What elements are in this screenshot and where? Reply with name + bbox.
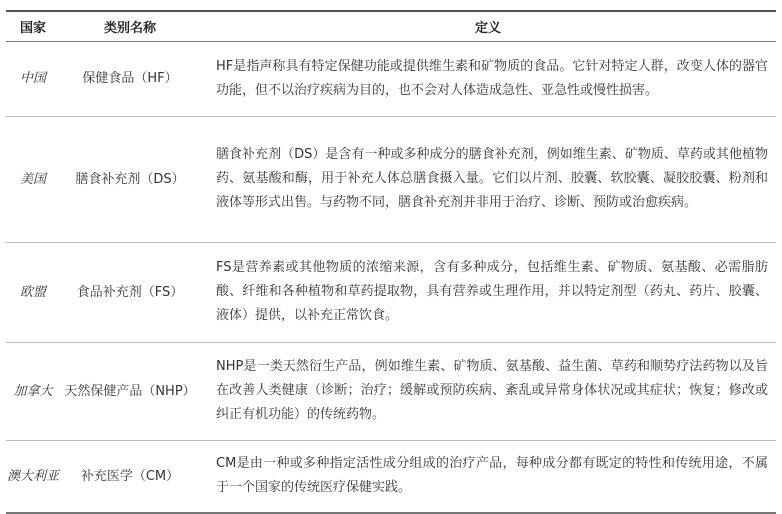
category-cell: 保健食品（HF） [82,71,178,86]
category-cell: 食品补充剂（FS） [76,284,184,300]
country-cell: 加拿大 [13,383,53,399]
table-row [6,343,776,441]
table-body [6,42,776,514]
definitions-table [6,10,776,514]
category-cell: 膳食补充剂（DS） [75,171,185,187]
header-country: 国家 [19,21,46,36]
table-row [6,441,776,514]
definition-cell: NHP是一类天然衍生产品，例如维生素、矿物质、氨基酸、益生菌、草药和顺势疗法药物以及旨在改善人类健康（诊断；治疗；缓解或预防疾病、紊乱或异常身体状况或其症状；恢复；修改或纠正有机功能）的传统药物。 [216,359,768,422]
table-row [6,117,776,243]
header-row [6,11,776,42]
definition-cell: 膳食补充剂（DS）是含有一种或多种成分的膳食补充剂，例如维生素、矿物质、草药或其他植物药、氨基酸和酶，用于补充人体总膳食摄入量。它们以片剂、胶囊、软胶囊、凝胶胶囊、粉剂和液体等形式出售。与药物不同，膳食补充剂并非用于治疗、诊断、预防或治愈疾病。 [216,147,768,210]
category-cell: 天然保健产品（NHP） [64,383,196,399]
table-row [6,243,776,343]
definition-cell: FS是营养素或其他物质的浓缩来源，含有多种成分，包括维生素、矿物质、氨基酸、必需脂肪酸、纤维和各种植物和草药提取物，具有营养或生理作用，并以特定剂型（药丸、药片、胶囊、液体）提供，以补充正常饮食。 [216,260,768,323]
definition-cell: CM是由一种或多种指定活性成分组成的治疗产品，每种成分都有既定的特性和传统用途，不属于一个国家的传统医疗保健实践。 [216,456,768,495]
country-cell: 欧盟 [19,284,46,300]
category-cell: 补充医学（CM） [80,468,180,484]
table-header [6,11,776,42]
country-cell: 中国 [19,71,46,86]
header-category: 类别名称 [103,21,156,36]
header-definition: 定义 [474,21,501,36]
country-cell: 澳大利亚 [6,468,59,484]
definition-cell: HF是指声称具有特定保健功能或提供维生素和矿物质的食品。它针对特定人群，改变人体的器官功能，但不以治疗疾病为目的，也不会对人体造成急性、亚急性或慢性损害。 [216,58,768,98]
country-cell: 美国 [19,171,46,187]
table-row [6,42,776,117]
